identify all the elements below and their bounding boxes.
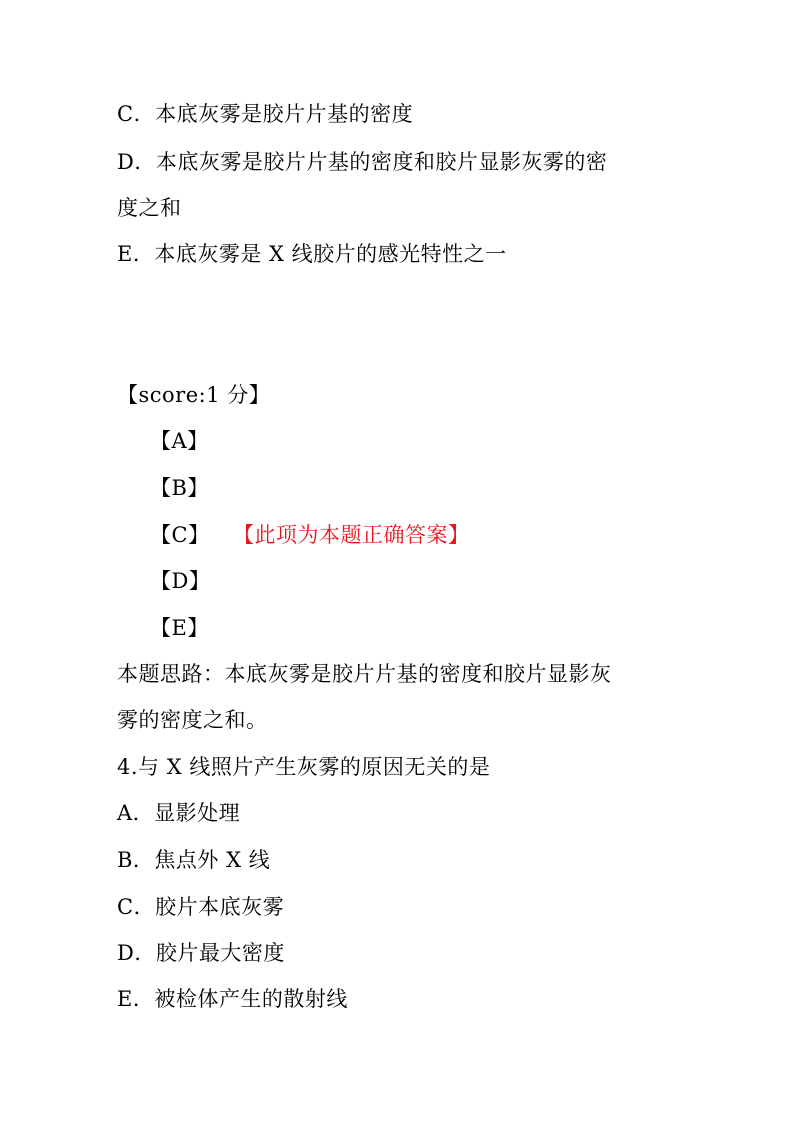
correct-answer-marker: 【此项为本题正确答案】 xyxy=(233,523,470,547)
q4-option-a: A．显影处理 xyxy=(117,801,241,825)
option-d-text: D．本底灰雾是胶片片基的密度和胶片显影灰雾的密 xyxy=(117,150,608,174)
choice-c: 【C】 xyxy=(150,523,210,547)
q4-option-b: B．焦点外 X 线 xyxy=(117,848,271,872)
explanation-line-1: 本题思路：本底灰雾是胶片片基的密度和胶片显影灰 xyxy=(117,662,612,686)
choice-a: 【A】 xyxy=(150,429,209,453)
option-d-continuation-text: 度之和 xyxy=(117,196,182,220)
q4-option-d: D．胶片最大密度 xyxy=(117,941,285,965)
choice-d: 【D】 xyxy=(150,569,211,593)
option-e-text: E．本底灰雾是 X 线胶片的感光特性之一 xyxy=(117,242,507,266)
question-4-stem: 4.与 X 线照片产生灰雾的原因无关的是 xyxy=(117,755,491,779)
q4-option-e: E．被检体产生的散射线 xyxy=(117,987,348,1011)
choice-e: 【E】 xyxy=(150,616,209,640)
choice-b: 【B】 xyxy=(150,476,209,500)
explanation-line-2: 雾的密度之和。 xyxy=(117,708,268,732)
option-c-text: C．本底灰雾是胶片片基的密度 xyxy=(117,102,414,126)
q4-option-c: C．胶片本底灰雾 xyxy=(117,895,285,919)
score-label: 【score:1 分】 xyxy=(117,383,271,407)
